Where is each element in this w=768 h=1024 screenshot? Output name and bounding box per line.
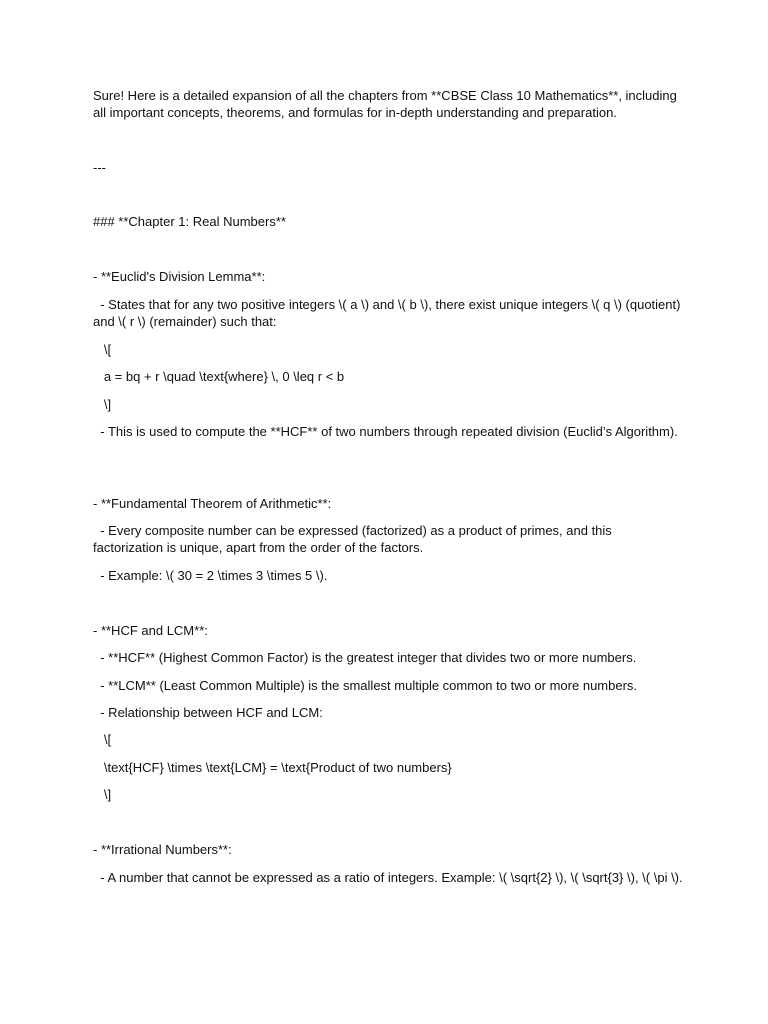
irrational-heading: - **Irrational Numbers**: [93,842,232,857]
intro-paragraph: Sure! Here is a detailed expansion of all the chapters from **CBSE Class 10 Mathematics**, including all important concepts, theorems, and formulas for in-depth understanding and preparation. [93,88,681,120]
fundamental-statement: - Every composite number can be expressed (factorized) as a product of primes, and this factorization is unique, apart from the order of the factors. [93,523,616,555]
euclid-statement: - States that for any two positive integers \( a \) and \( b \), there exist unique integers \( q \) (quotient) and \( r \) (remainder) such that: [93,297,685,329]
fundamental-heading: - **Fundamental Theorem of Arithmetic**: [93,496,332,511]
hcf-lcm-math-close: \] [93,787,112,802]
euclid-math-close: \] [93,397,112,412]
fundamental-example: - Example: \( 30 = 2 \times 3 \times 5 \). [93,568,328,583]
euclid-math-open: \[ [93,342,112,357]
hcf-lcm-heading: - **HCF and LCM**: [93,623,208,638]
separator-line: --- [93,160,106,175]
hcf-lcm-math-open: \[ [93,732,112,747]
euclid-usage: - This is used to compute the **HCF** of two numbers through repeated division (Euclid’s Algorithm). [93,424,678,439]
euclid-heading: - **Euclid's Division Lemma**: [93,269,266,284]
euclid-math-body: a = bq + r \quad \text{where} \, 0 \leq r < b [93,369,345,384]
hcf-definition: - **HCF** (Highest Common Factor) is the greatest integer that divides two or more numbers. [93,650,637,665]
irrational-statement: - A number that cannot be expressed as a ratio of integers. Example: \( \sqrt{2} \), \( \sqrt{3} \), \( \pi \). [93,870,683,885]
hcf-lcm-math-body: \text{HCF} \times \text{LCM} = \text{Product of two numbers} [93,760,452,775]
chapter-heading: ### **Chapter 1: Real Numbers** [93,214,286,229]
lcm-definition: - **LCM** (Least Common Multiple) is the smallest multiple common to two or more numbers. [93,678,638,693]
hcf-lcm-relationship: - Relationship between HCF and LCM: [93,705,323,720]
